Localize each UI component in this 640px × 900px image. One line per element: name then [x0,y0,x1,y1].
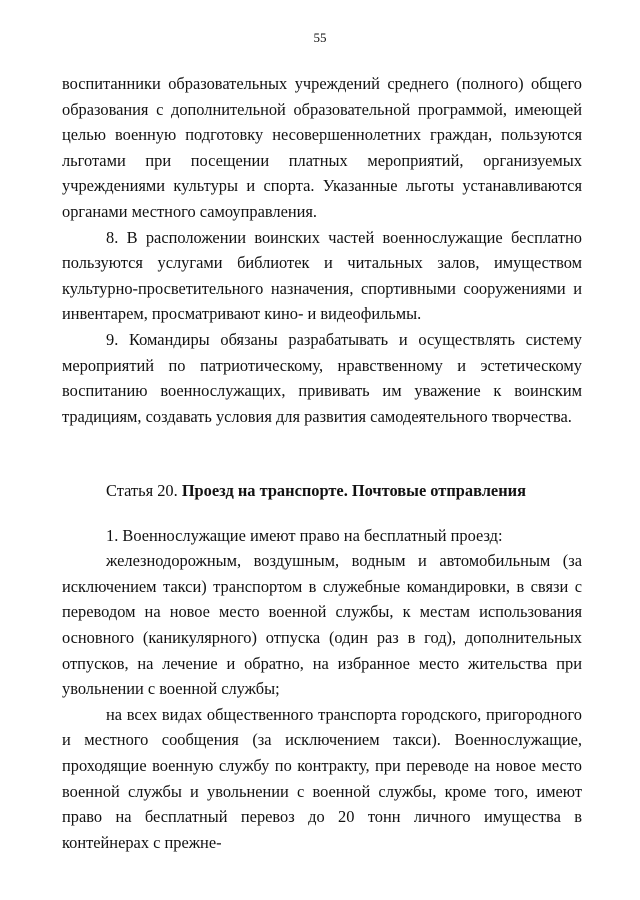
text-block-article [62,478,582,855]
paragraph-continuation: воспитанники образовательных учреждений среднего (полного) общего образования с дополнительной образовательной программой, имеющей целью военную подготовку несовершеннолетних граждан, пользуются льготами при посещении платных мероприятий, организуемых учреждениями культуры и спорта. Указанные льготы устанавливаются органами местного самоуправления. [62,74,582,221]
article-label: Статья 20. [106,481,178,500]
page-number: 55 [313,30,327,45]
paragraph-item-8: 8. В расположении воинских частей военнослужащие бесплатно пользуются услугами библиотек и читальных залов, имуществом культурно-просветительного назначения, спортивными сооружениями и инвентарем, просматривают кино- и видеофильмы. [62,227,582,324]
paragraph-item-9: 9. Командиры обязаны разрабатывать и осуществлять систему мероприятий по патриотическому, нравственному и эстетическому воспитанию военнослужащих, прививать им уважение к воинским традициям, создавать условия для развития самодеятельного творчества. [62,329,582,426]
article-title: Проезд на транспорте. Почтовые отправления [181,481,526,500]
text-block-top [62,71,582,429]
paragraph-rail-air-water: железнодорожным, воздушным, водным и автомобильным (за исключением такси) транспортом в служебные командировки, в связи с переводом на новое место военной службы, к местам использования основного (каникулярного) отпуска (один раз в год), дополнительных отпусков, на лечение и обратно, на избранное место жительства при увольнении с военной службы; [62,551,582,699]
article-heading [62,478,582,504]
paragraph-public-transport: на всех видах общественного транспорта городского, пригородного и местного сообщения (за исключением такси). Военнослужащие, проходящие военную службу по контракту, при переводе на новое место военной службы и увольнении с военной службы, кроме того, имеют право на бесплатный перевоз до 20 тонн личного имущества в контейнерах с прежне- [62,704,582,852]
paragraph-item-1: 1. Военнослужащие имеют право на бесплатный проезд: [106,525,503,545]
